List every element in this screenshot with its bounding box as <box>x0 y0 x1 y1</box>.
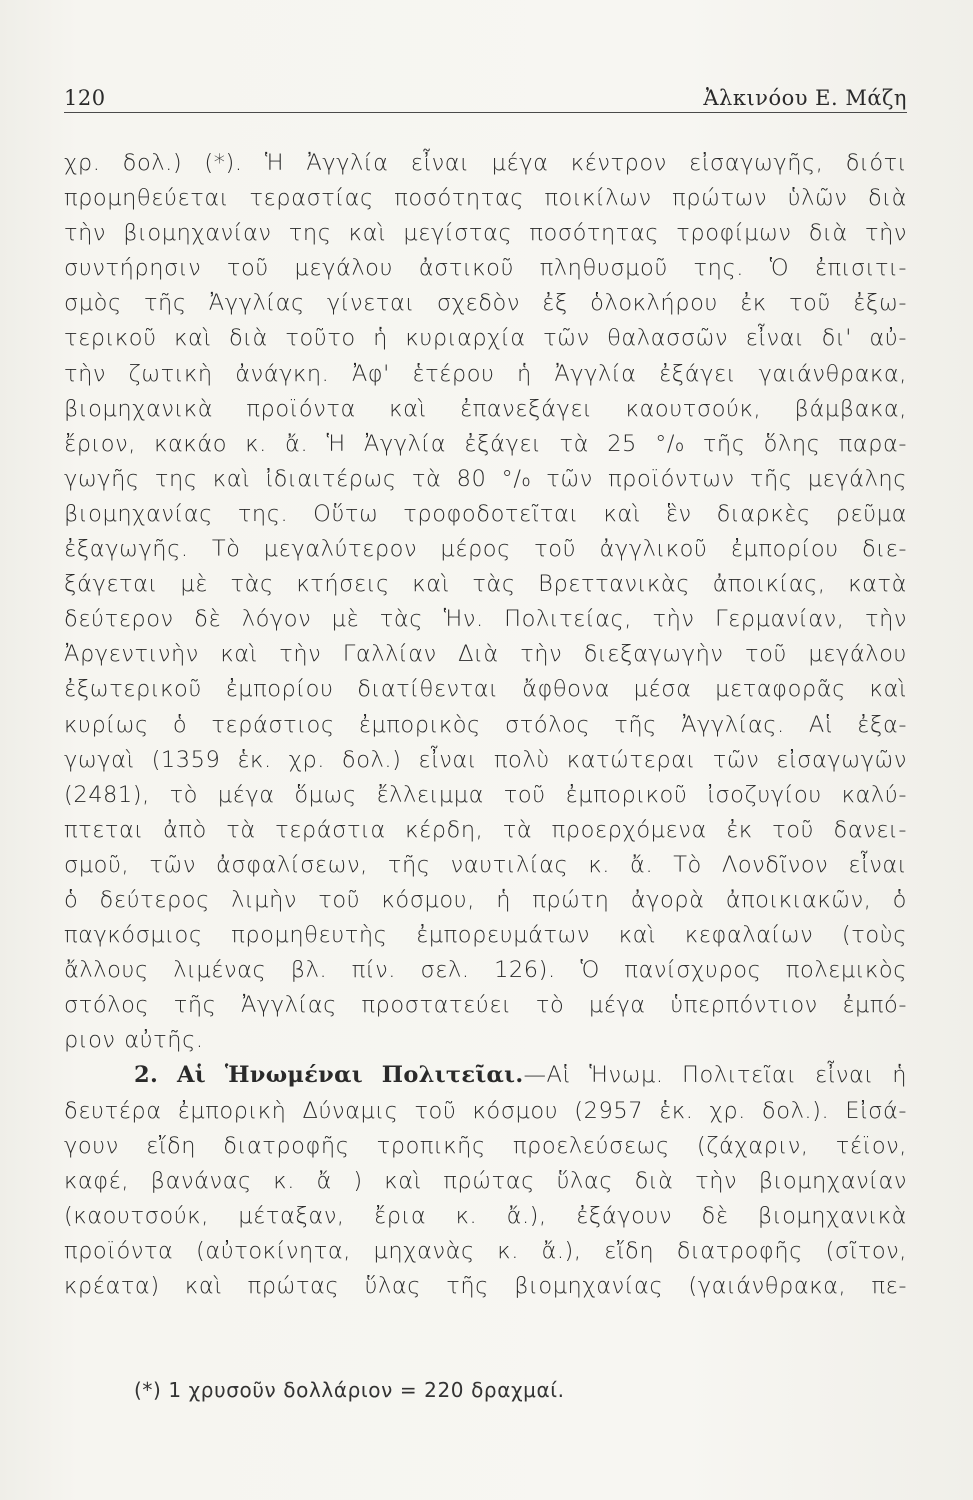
text-line: κρέατα) καὶ πρώτας ὕλας τῆς βιομηχανίας (γαιάνθρακα, πε- <box>64 1273 907 1299</box>
text-line: χρ. δολ.) (*). Ἡ Ἀγγλία εἶναι μέγα κέντρον εἰσαγωγῆς, διότι <box>64 150 907 176</box>
text-line: ἄλλους λιμένας βλ. πίν. σελ. 126). Ὁ πανίσχυρος πολεμικὸς <box>64 957 907 984</box>
text-line: βιομηχανίας της. Οὕτω τροφοδοτεῖται καὶ ἓν διαρκὲς ρεῦμα <box>64 500 907 527</box>
text-line: τερικοῦ καὶ διὰ τοῦτο ἡ κυριαρχία τῶν θαλασσῶν εἶναι δι' αὐ- <box>64 325 907 352</box>
text-line: πτεται ἀπὸ τὰ τεράστια κέρδη, τὰ προερχόμενα ἐκ τοῦ δανει- <box>64 816 907 843</box>
paragraph-1 <box>64 146 907 1058</box>
text-line: σμὸς τῆς Ἀγγλίας γίνεται σχεδὸν ἐξ ὁλοκλήρου ἐκ τοῦ ἐξω- <box>64 290 907 317</box>
text-line: Ἀργεντινὴν καὶ τὴν Γαλλίαν Διὰ τὴν διεξαγωγὴν τοῦ μεγάλου <box>64 641 907 668</box>
text-line: ὁ δεύτερος λιμὴν τοῦ κόσμου, ἡ πρώτη ἀγορὰ ἀποικιακῶν, ὁ <box>64 886 907 913</box>
text-line: βιομηχανικὰ προϊόντα καὶ ἐπανεξάγει καουτσούκ, βάμβακα, <box>64 395 907 422</box>
text-line: γωγῆς της καὶ ἰδιαιτέρως τὰ 80 °/₀ τῶν προϊόντων τῆς μεγάλης <box>64 465 907 492</box>
text-line: (καουτσούκ, μέταξαν, ἔρια κ. ἄ.), ἐξάγουν δὲ βιομηχανικὰ <box>64 1202 907 1229</box>
section-first-line-text: —Αἱ Ἡνωμ. Πολιτεῖαι εἶναι ἡ <box>523 1062 907 1089</box>
text-line: τὴν βιομηχανίαν της καὶ μεγίστας ποσότητας τροφίμων διὰ τὴν <box>64 220 907 247</box>
text-line: γουν εἴδη διατροφῆς τροπικῆς προελεύσεως (ζάχαριν, τέϊον, <box>64 1132 907 1159</box>
text-line: γωγαὶ (1359 ἑκ. χρ. δολ.) εἶναι πολὺ κατώτεραι τῶν εἰσαγωγῶν <box>64 746 907 773</box>
text-line: τὴν ζωτικὴ ἀνάγκη. Ἀφ' ἑτέρου ἡ Ἀγγλία ἐξάγει γαιάνθρακα, <box>64 360 907 387</box>
section-heading: 2. Αἱ Ἡνωμέναι Πολιτεῖαι. <box>134 1062 524 1089</box>
text-line: ριον αὐτῆς. <box>64 1027 204 1054</box>
text-line: κυρίως ὁ τεράστιος ἐμπορικὸς στόλος τῆς Ἀγγλίας. Αἱ ἐξα- <box>64 711 907 738</box>
text-line: ξάγεται μὲ τὰς κτήσεις καὶ τὰς Βρεττανικὰς ἀποικίας, κατὰ <box>64 571 907 598</box>
page-number: 120 <box>64 86 106 110</box>
text-line: καφέ, βανάνας κ. ἄ ) καὶ πρώτας ὕλας διὰ τὴν βιομηχανίαν <box>64 1167 907 1194</box>
page-header <box>64 82 907 113</box>
text-line: (2481), τὸ μέγα ὅμως ἔλλειμμα τοῦ ἐμπορικοῦ ἰσοζυγίου καλύ- <box>64 781 907 808</box>
footnote: (*) 1 χρυσοῦν δολλάριον = 220 δραχμαί. <box>134 1378 565 1402</box>
text-line: συντήρησιν τοῦ μεγάλου ἀστικοῦ πληθυσμοῦ της. Ὁ ἐπισιτι- <box>64 255 907 282</box>
section-2 <box>64 1058 907 1304</box>
text-line: στόλος τῆς Ἀγγλίας προστατεύει τὸ μέγα ὑπερπόντιον ἐμπό- <box>64 992 907 1019</box>
section-2-first-line <box>64 1058 907 1093</box>
running-head: Ἀλκινόου Ε. Μάζη <box>703 86 907 110</box>
body-text <box>64 146 907 1304</box>
text-line: δευτέρα ἐμπορικὴ Δύναμις τοῦ κόσμου (2957 ἑκ. χρ. δολ.). Εἰσά- <box>64 1097 907 1124</box>
text-line: ἐξωτερικοῦ ἐμπορίου διατίθενται ἄφθονα μέσα μεταφορᾶς καὶ <box>64 676 907 703</box>
text-line: ἐξαγωγῆς. Τὸ μεγαλύτερον μέρος τοῦ ἀγγλικοῦ ἐμπορίου διε- <box>64 536 907 563</box>
text-line: προμηθεύεται τεραστίας ποσότητας ποικίλων πρώτων ὑλῶν διὰ <box>64 185 907 212</box>
text-line: ἔριον, κακάο κ. ἄ. Ἡ Ἀγγλία ἐξάγει τὰ 25 °/₀ τῆς ὅλης παρα- <box>64 430 907 457</box>
text-line: δεύτερον δὲ λόγον μὲ τὰς Ἡν. Πολιτείας, τὴν Γερμανίαν, τὴν <box>64 606 907 633</box>
text-line: σμοῦ, τῶν ἀσφαλίσεων, τῆς ναυτιλίας κ. ἄ. Τὸ Λονδῖνον εἶναι <box>64 851 907 878</box>
text-line: προϊόντα (αὐτοκίνητα, μηχανὰς κ. ἄ.), εἴδη διατροφῆς (σῖτον, <box>64 1237 907 1264</box>
text-line: παγκόσμιος προμηθευτὴς ἐμπορευμάτων καὶ κεφαλαίων (τοὺς <box>64 922 907 949</box>
